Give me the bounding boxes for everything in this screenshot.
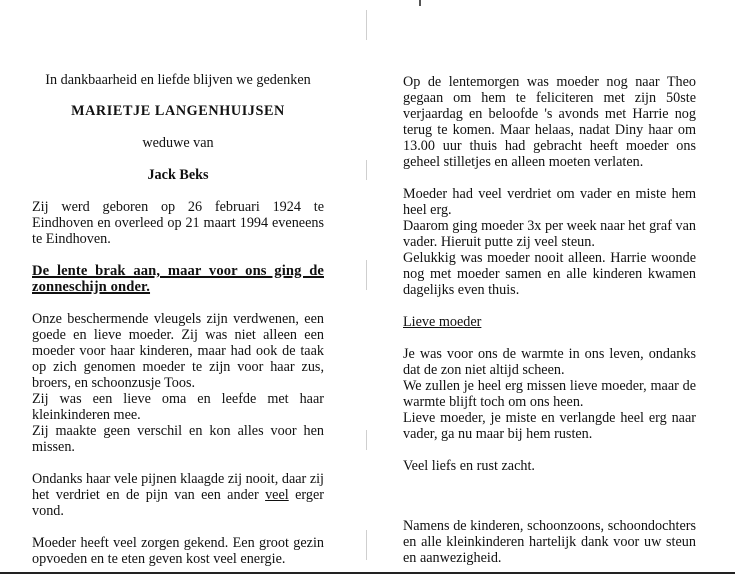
widow-of-line: weduwe van	[142, 135, 214, 151]
birth-death-text: Zij werd geboren op 26 februari 1924 te Eindhoven en overleed op 21 maart 1994 eveneens te Eindhoven.	[32, 199, 324, 247]
right-paragraph-3: Daarom ging moeder 3x per week naar het graf van vader. Hieruit putte zij veel steun.	[403, 218, 696, 250]
left-paragraph-4: Ondanks haar vele pijnen klaagde zij nooit, daar zij het verdriet en de pijn van een ander veel erger vond.	[32, 471, 324, 519]
closing-greeting: Veel liefs en rust zacht.	[403, 458, 535, 474]
deceased-name: MARIETJE LANGENHUIJSEN	[71, 103, 285, 119]
right-column	[403, 74, 696, 566]
left-paragraph-5: Moeder heeft veel zorgen gekend. Een groot gezin opvoeden en te eten geven kost veel energie.	[32, 535, 324, 567]
fold-line	[366, 10, 367, 570]
right-paragraph-7: Lieve moeder, je miste en verlangde heel erg naar vader, ga nu maar bij hem rusten.	[403, 410, 696, 442]
husband-name: Jack Beks	[147, 167, 209, 183]
left-paragraph-1: Onze beschermende vleugels zijn verdwenen, een goede en lieve moeder. Zij was niet alleen een moeder voor haar kinderen, maar had ook de taak op zich genomen moeder te zijn voor haar zus, broers, en schoonzusje Toos.	[32, 311, 324, 391]
right-paragraph-6: We zullen je heel erg missen lieve moeder, maar de warmte blijft toch om ons heen.	[403, 378, 696, 410]
right-paragraph-1: Op de lentemorgen was moeder nog naar Theo gegaan om hem te feliciteren met zijn 50ste verjaardag en beloofde 's avonds met Harrie nog terug te komen. Maar helaas, nadat Diny haar om 13.00 uur thuis had gebracht heeft moeder ons geheel stilletjes en alleen moeten verlaten.	[403, 74, 696, 170]
right-heading: Lieve moeder	[403, 314, 482, 330]
left-heading: De lente brak aan, maar voor ons ging de zonneschijn onder.	[32, 263, 324, 295]
left-paragraph-2: Zij was een lieve oma en leefde met haar kleinkinderen mee.	[32, 391, 324, 423]
left-paragraph-3: Zij maakte geen verschil en kon alles voor hen missen.	[32, 423, 324, 455]
thanks-paragraph: Namens de kinderen, schoonzoons, schoondochters en alle kleinkinderen hartelijk dank voor uw steun en aanwezigheid.	[403, 518, 696, 566]
intro-line: In dankbaarheid en liefde blijven we gedenken	[45, 72, 311, 88]
right-paragraph-4: Gelukkig was moeder nooit alleen. Harrie woonde nog met moeder samen en alle kinderen kwamen dagelijks even thuis.	[403, 250, 696, 298]
right-paragraph-5: Je was voor ons de warmte in ons leven, ondanks dat de zon niet altijd scheen.	[403, 346, 696, 378]
print-mark	[419, 0, 421, 6]
right-paragraph-2: Moeder had veel verdriet om vader en miste hem heel erg.	[403, 186, 696, 218]
bottom-edge	[0, 572, 735, 574]
left-column	[32, 72, 324, 567]
